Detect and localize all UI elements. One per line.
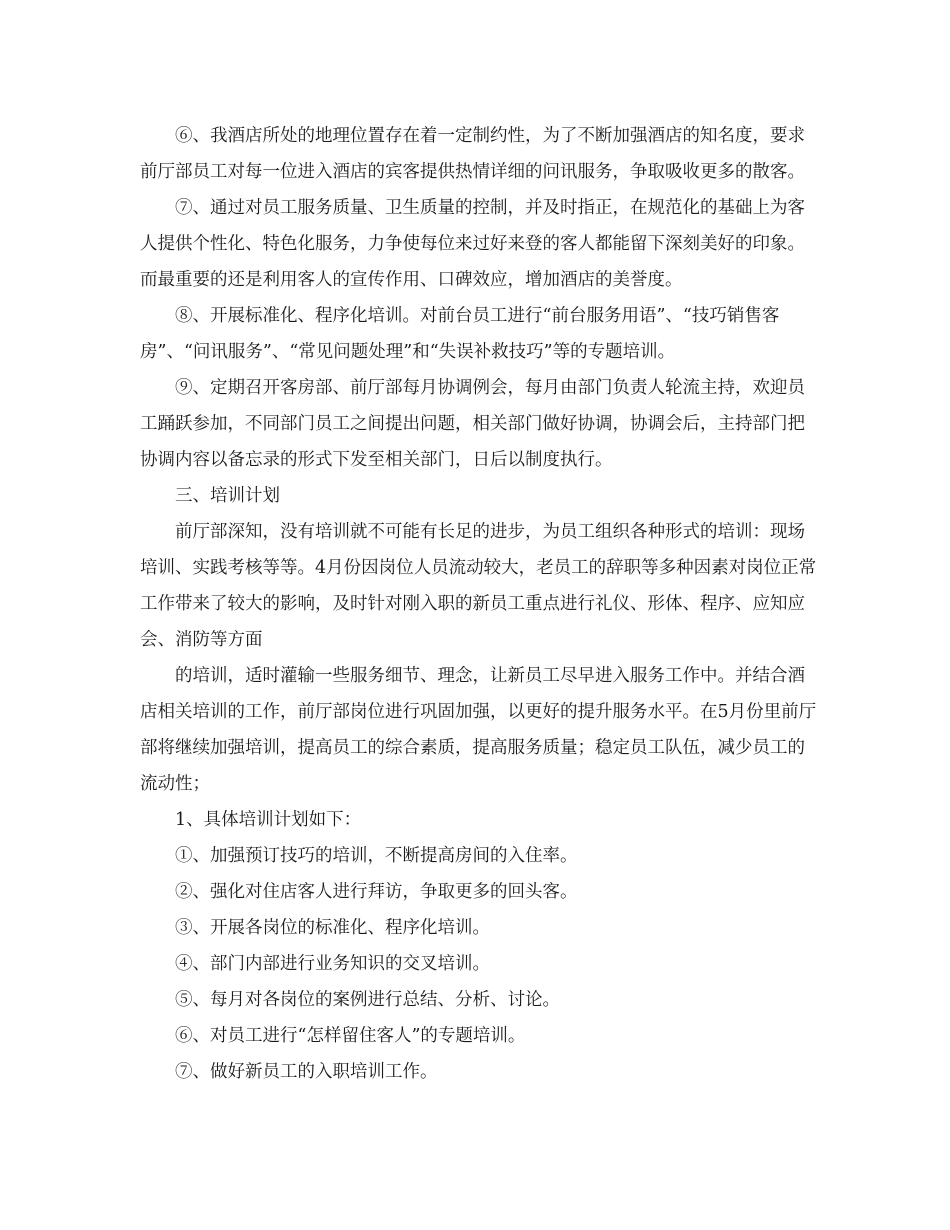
- document-body: [140, 118, 820, 1090]
- list-item-6: ⑥、对员工进行“怎样留住客人”的专题培训。: [175, 1026, 526, 1046]
- paragraph-item-9-coordination-meeting: ⑨、定期召开客房部、前厅部每月协调例会，每月由部门负责人轮流主持，欢迎员工踊跃参加，不同部门员工之间提出问题，相关部门做好协调，协调会后，主持部门把协调内容以备忘录的形式下发至相关部门，日后以制度执行。: [140, 378, 805, 470]
- list-item-3: ③、开展各岗位的标准化、程序化培训。: [175, 918, 490, 938]
- section-heading-training-plan: 三、培训计划: [175, 486, 280, 506]
- paragraph-item-8-standard-training: ⑧、开展标准化、程序化培训。对前台员工进行“前台服务用语”、“技巧销售客房”、“问讯服务”、“常见问题处理”和“失误补救技巧”等的专题培训。: [140, 306, 780, 362]
- list-item-1: ①、加强预订技巧的培训，不断提高房间的入住率。: [175, 846, 578, 866]
- paragraph-training-continued: 的培训，适时灌输一些服务细节、理念，让新员工尽早进入服务工作中。并结合酒店相关培训的工作，前厅部岗位进行巩固加强，以更好的提升服务水平。在5月份里前厅部将继续加强培训，提高员工的综合素质，提高服务质量；稳定员工队伍，减少员工的流动性；: [140, 666, 817, 794]
- paragraph-item-7-service-quality: ⑦、通过对员工服务质量、卫生质量的控制，并及时指正，在规范化的基础上为客人提供个性化、特色化服务，力争使每位来过好来登的客人都能留下深刻美好的印象。而最重要的还是利用客人的宣传作用、口碑效应，增加酒店的美誉度。: [140, 198, 805, 290]
- list-item-2: ②、强化对住店客人进行拜访，争取更多的回头客。: [175, 882, 578, 902]
- paragraph-item-6-publicity: ⑥、我酒店所处的地理位置存在着一定制约性，为了不断加强酒店的知名度，要求前厅部员工对每一位进入酒店的宾客提供热情详细的问讯服务，争取吸收更多的散客。: [140, 126, 805, 182]
- list-item-7: ⑦、做好新员工的入职培训工作。: [175, 1062, 438, 1082]
- paragraph-training-intro: 前厅部深知，没有培训就不可能有长足的进步，为员工组织各种形式的培训：现场培训、实践考核等等。4月份因岗位人员流动较大，老员工的辞职等多种因素对岗位正常工作带来了较大的影响，及时针对刚入职的新员工重点进行礼仪、形体、程序、应知应会、消防等方面: [140, 522, 817, 650]
- list-item-5: ⑤、每月对各岗位的案例进行总结、分析、讨论。: [175, 990, 560, 1010]
- list-item-4: ④、部门内部进行业务知识的交叉培训。: [175, 954, 490, 974]
- subheading-training-plan-details: 1、具体培训计划如下：: [175, 810, 362, 830]
